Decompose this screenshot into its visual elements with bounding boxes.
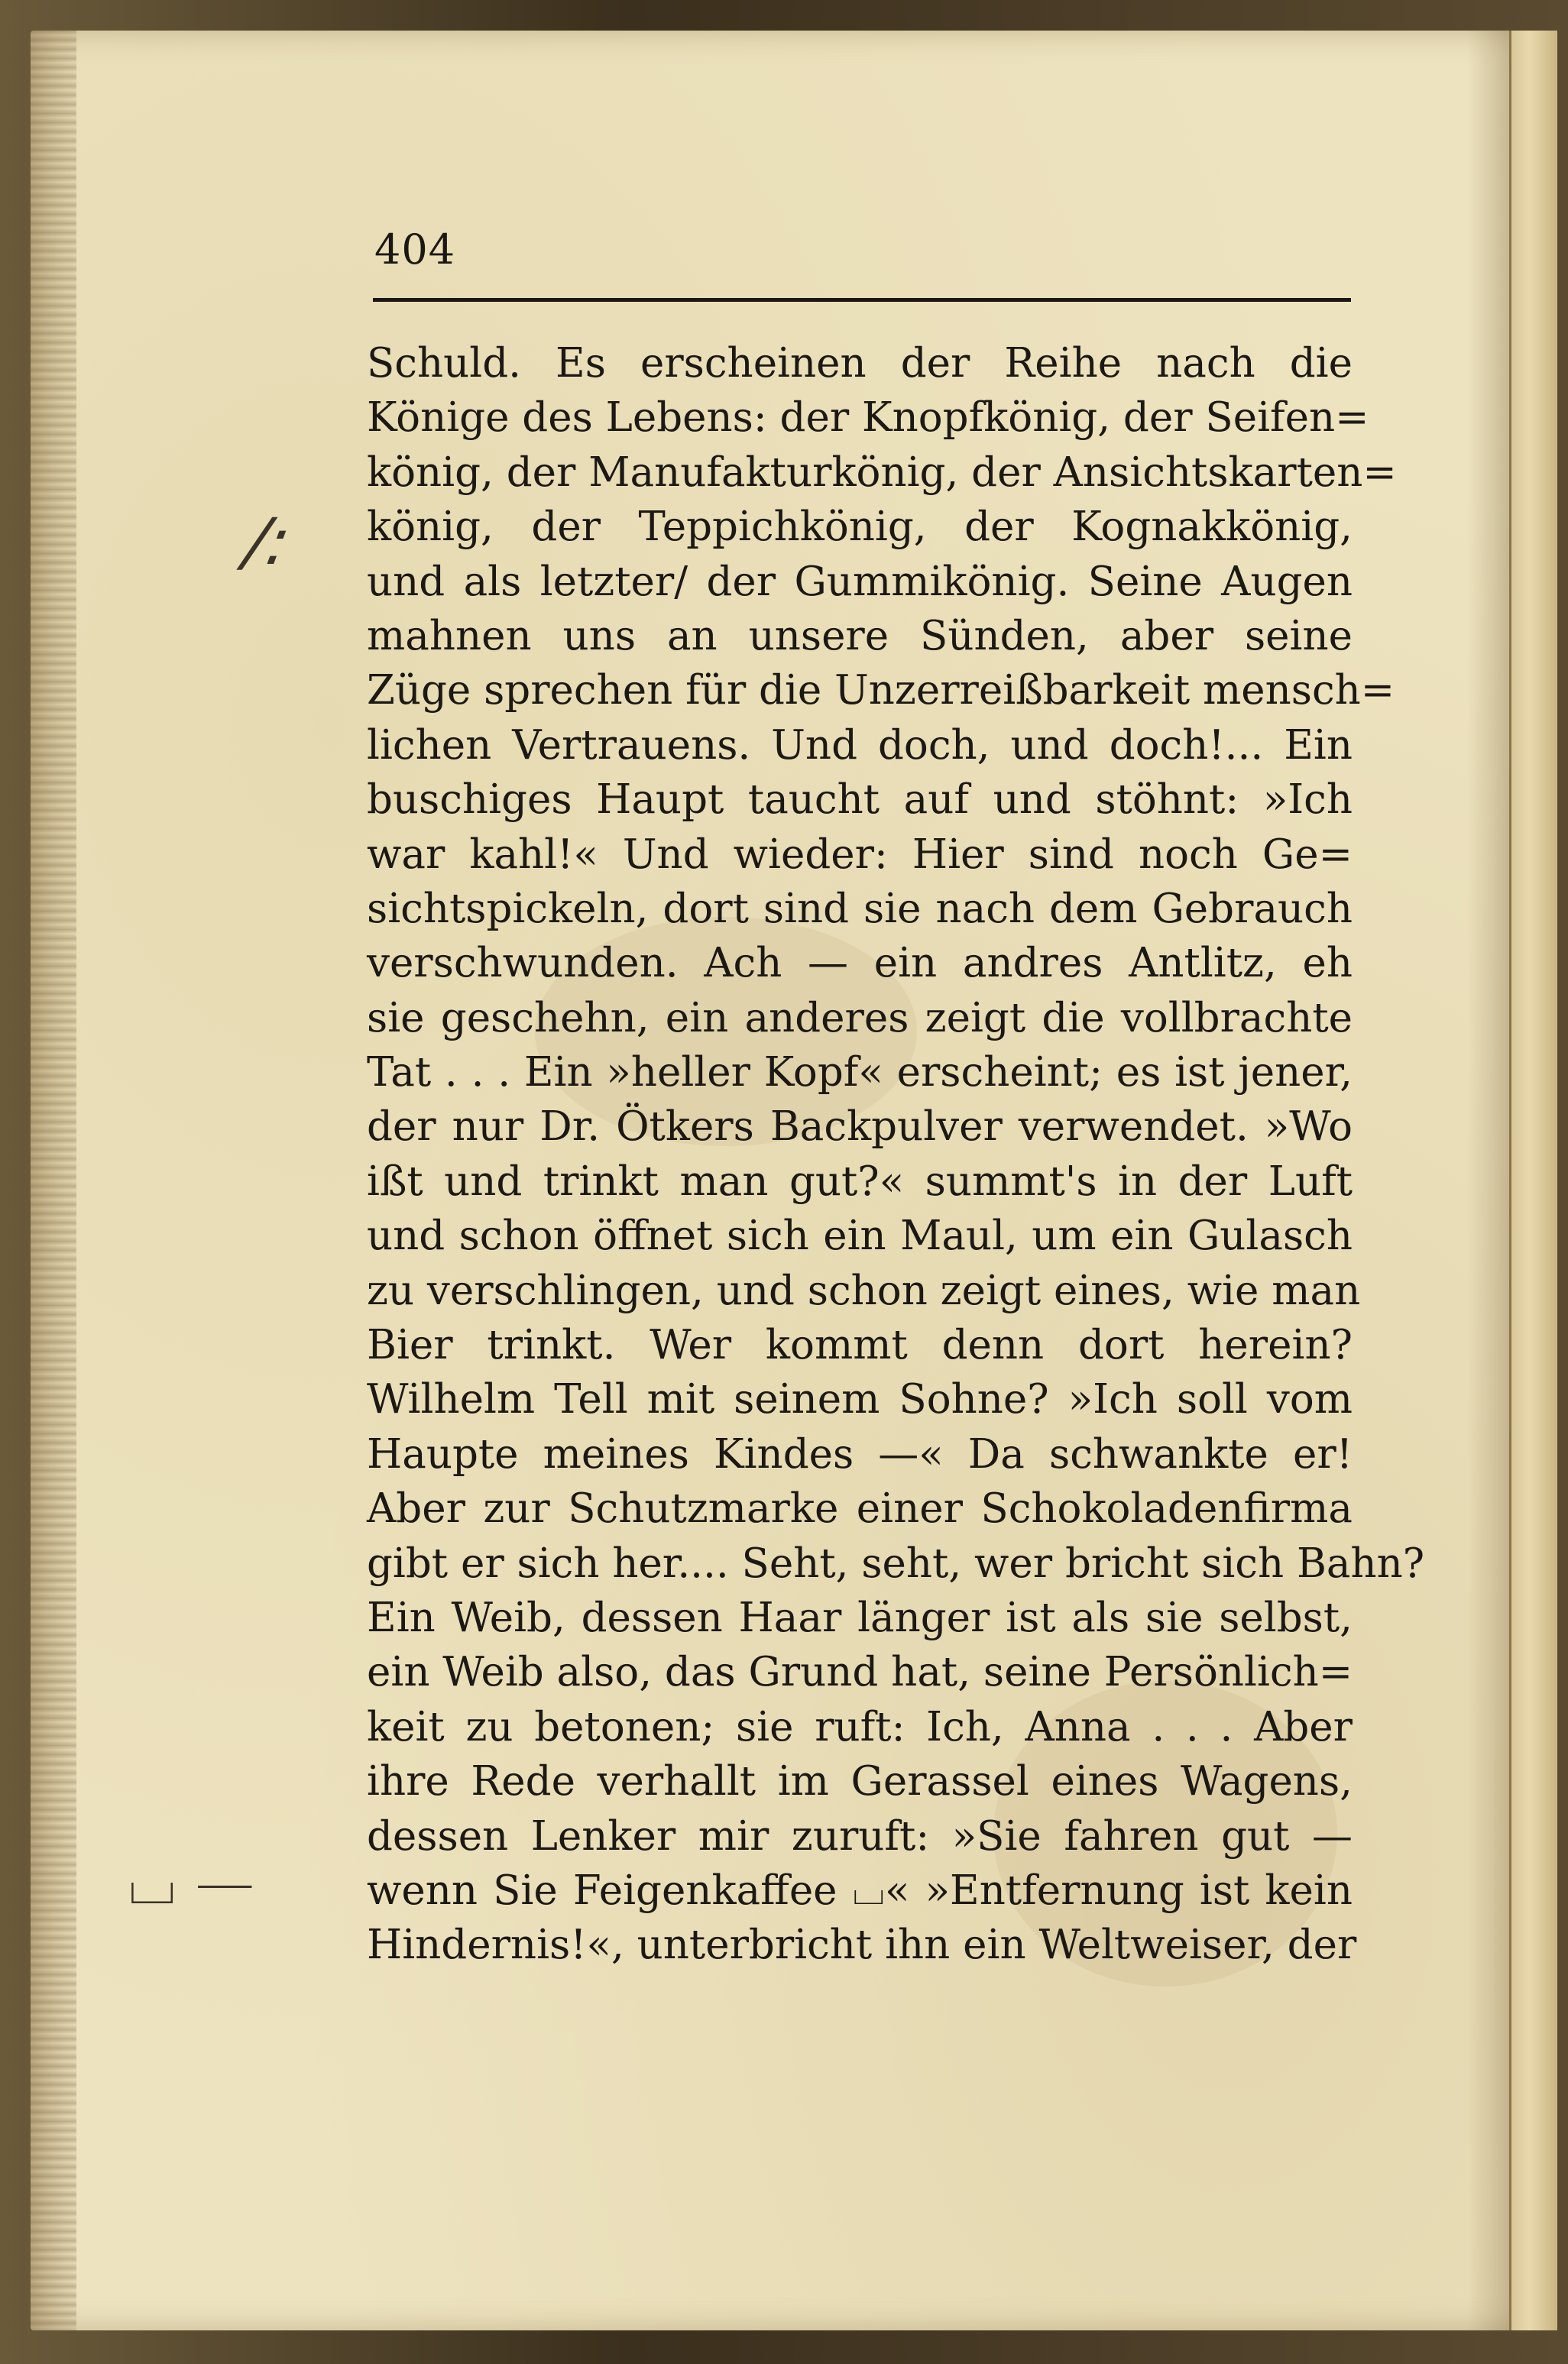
text-line: lichen Vertrauens. Und doch, und doch!... Ein (367, 721, 1353, 769)
margin-correction-mark: ⌴ — (128, 1849, 255, 1918)
text-line: der nur Dr. Ötkers Backpulver verwendet. »Wo (367, 1103, 1353, 1151)
text-line: Haupte meines Kindes —« Da schwankte er! (367, 1430, 1353, 1478)
text-line: Hindernis!«, unterbricht ihn ein Weltweiser, der (367, 1922, 1357, 1969)
text-line: Bier trinkt. Wer kommt denn dort herein? (367, 1322, 1353, 1369)
text-line: ihre Rede verhallt im Gerassel eines Wagens, (367, 1758, 1353, 1805)
text-line: Tat . . . Ein »heller Kopf« erscheint; es ist jener, (367, 1049, 1353, 1096)
text-line: Könige des Lebens: der Knopfkönig, der Seifen= (367, 394, 1369, 442)
text-line: Ein Weib, dessen Haar länger ist als sie selbst, (367, 1594, 1353, 1641)
text-line: ein Weib also, das Grund hat, seine Persönlich= (367, 1649, 1353, 1696)
text-line: zu verschlingen, und schon zeigt eines, wie man (367, 1267, 1361, 1314)
text-line: Aber zur Schutzmarke einer Schokoladenfirma (367, 1485, 1353, 1533)
page-fore-edge (1509, 31, 1557, 2330)
text-line: war kahl!« Und wieder: Hier sind noch Ge= (367, 831, 1353, 878)
header-rule (373, 298, 1351, 302)
text-line: Wilhelm Tell mit seinem Sohne? »Ich soll vom (367, 1376, 1353, 1423)
page-number: 404 (374, 225, 456, 274)
text-line: Schuld. Es erscheinen der Reihe nach die (367, 340, 1353, 387)
text-line: könig, der Teppichkönig, der Kognakkönig, (367, 504, 1353, 551)
text-line: Züge sprechen für die Unzerreißbarkeit mensch= (367, 667, 1395, 714)
text-line: könig, der Manufakturkönig, der Ansichtskarten= (367, 449, 1397, 496)
text-line: buschiges Haupt taucht auf und stöhnt: »Ich (367, 776, 1353, 824)
text-line: sie geschehn, ein anderes zeigt die vollbrachte (367, 994, 1353, 1041)
binding-edge (31, 31, 76, 2330)
text-line: verschwunden. Ach — ein andres Antlitz, eh (367, 940, 1353, 987)
margin-correction-mark: /: (239, 504, 296, 579)
text-line: und schon öffnet sich ein Maul, um ein Gulasch (367, 1213, 1353, 1260)
text-line: sichtspickeln, dort sind sie nach dem Gebrauch (367, 885, 1353, 932)
body-text (367, 336, 1425, 1973)
text-line: wenn Sie Feigenkaffee ⌴« »Entfernung ist kein (367, 1867, 1353, 1914)
text-line: dessen Lenker mir zuruft: »Sie fahren gut — (367, 1812, 1353, 1860)
text-line: ißt und trinkt man gut?« summt's in der Luft (367, 1158, 1353, 1205)
text-line: und als letzter/ der Gummikönig. Seine Augen (367, 558, 1353, 605)
text-line: keit zu betonen; sie ruft: Ich, Anna . . . Aber (367, 1703, 1353, 1750)
text-line: mahnen uns an unsere Sünden, aber seine (367, 612, 1353, 659)
text-line: gibt er sich her.... Seht, seht, wer bricht sich Bahn? (367, 1540, 1425, 1587)
